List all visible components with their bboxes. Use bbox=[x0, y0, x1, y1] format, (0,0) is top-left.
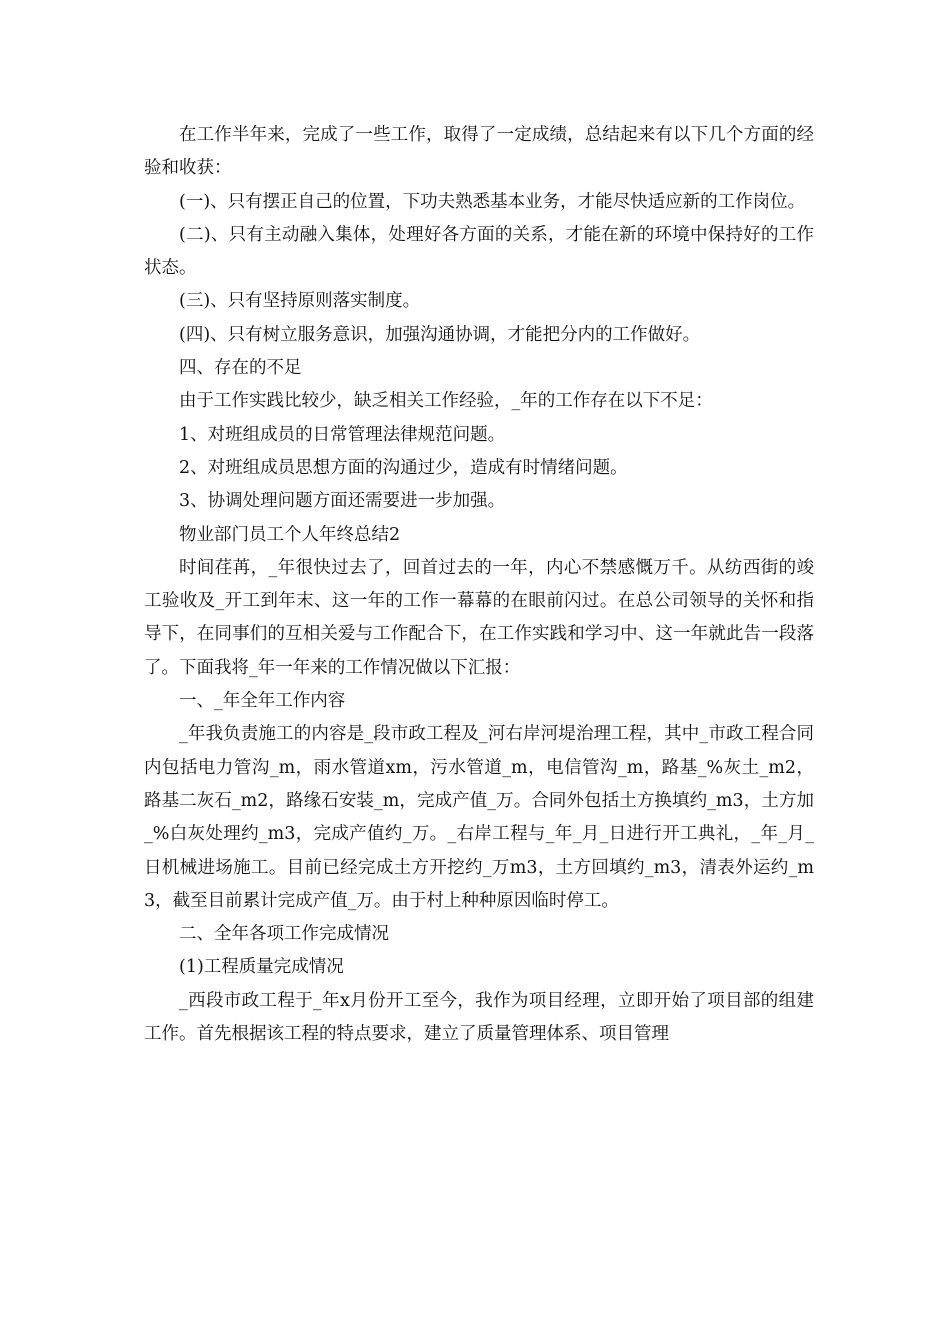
paragraph-point-2: (二)、只有主动融入集体，处理好各方面的关系，才能在新的环境中保持好的工作状态。 bbox=[144, 224, 814, 279]
section-heading-completion: 二、全年各项工作完成情况 bbox=[179, 924, 389, 945]
paragraph-work-content: _年我负责施工的内容是_段市政工程及_河右岸河堤治理工程，其中_市政工程合同内包括电力管沟_m，雨水管道xm，污水管道_m，电信管沟_m，路基_%灰土_m2，路基二灰石_m2，路缘石安装_m，完成产值_万。合同外包括土方换填约_m3，土方加_%白灰处理约_m3，完成产值约_万。_右岸工程与_年_月_日进行开工典礼，_年_月_日机械进场施工。目前已经完成土方开挖约_万m3，土方回填约_m3，清表外运约_m3，截至目前累计完成产值_万。由于村上种种原因临时停工。 bbox=[144, 724, 814, 911]
paragraph-point-3: (三)、只有坚持原则落实制度。 bbox=[179, 291, 421, 312]
document-subtitle: 物业部门员工个人年终总结2 bbox=[179, 524, 401, 545]
paragraph-quality: _西段市政工程于_年x月份开工至今，我作为项目经理，立即开始了项目部的组建工作。首先根据该工程的特点要求，建立了质量管理体系、项目管理 bbox=[144, 990, 814, 1045]
paragraph-point-4: (四)、只有树立服务意识，加强沟通协调，才能把分内的工作做好。 bbox=[179, 324, 701, 345]
list-item-shortcoming-2: 2、对班组成员思想方面的沟通过少，造成有时情绪问题。 bbox=[179, 457, 628, 478]
paragraph-point-1: (一)、只有摆正自己的位置，下功夫熟悉基本业务，才能尽快适应新的工作岗位。 bbox=[179, 191, 806, 212]
paragraph-year-review: 时间荏苒，_年很快过去了，回首过去的一年，内心不禁感慨万千。从纺西街的竣工验收及_开工到年末、这一年的工作一幕幕的在眼前闪过。在总公司领导的关怀和指导下，在同事们的互相关爱与工作配合下，在工作实践和学习中、这一年就此告一段落了。下面我将_年一年来的工作情况做以下汇报： bbox=[144, 557, 814, 678]
section-heading-shortcomings: 四、存在的不足 bbox=[179, 358, 302, 379]
document-body bbox=[144, 119, 814, 1051]
list-item-shortcoming-3: 3、协调处理问题方面还需要进一步加强。 bbox=[179, 491, 506, 512]
subsection-heading-quality: (1)工程质量完成情况 bbox=[179, 957, 344, 978]
paragraph-intro: 在工作半年来，完成了一些工作，取得了一定成绩，总结起来有以下几个方面的经验和收获： bbox=[144, 125, 814, 179]
paragraph-shortcomings-intro: 由于工作实践比较少，缺乏相关工作经验，_年的工作存在以下不足： bbox=[179, 391, 713, 412]
section-heading-work-content: 一、_年全年工作内容 bbox=[179, 691, 346, 712]
list-item-shortcoming-1: 1、对班组成员的日常管理法律规范问题。 bbox=[179, 424, 506, 445]
